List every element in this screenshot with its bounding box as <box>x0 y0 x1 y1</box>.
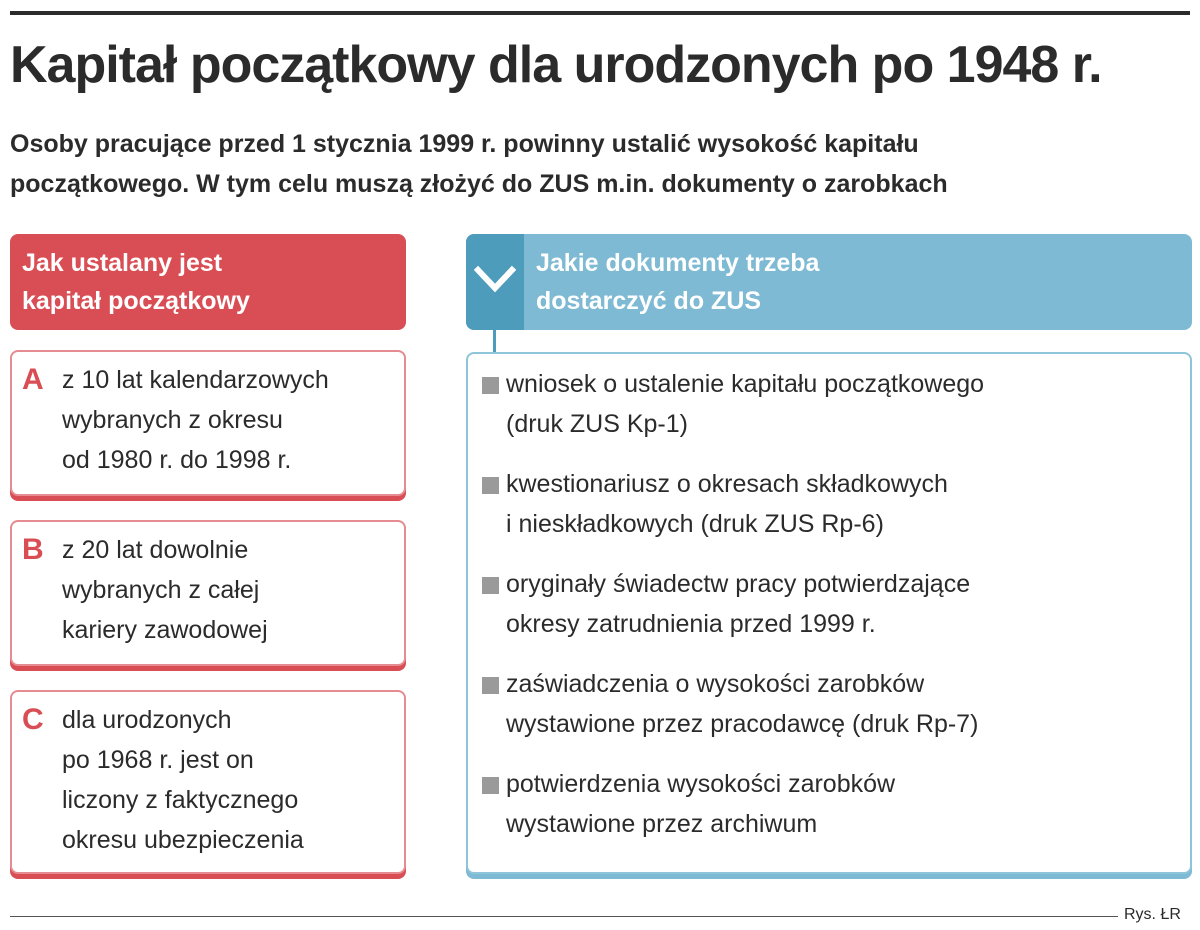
list-item <box>482 664 1182 764</box>
method-text <box>62 700 396 860</box>
document-text-line: zaświadczenia o wysokości zarobków <box>506 670 925 698</box>
documents-list <box>482 364 1182 864</box>
method-text-line: od 1980 r. do 1998 r. <box>62 446 292 474</box>
list-item <box>482 464 1182 564</box>
document-text-line: wystawione przez pracodawcę (druk Rp-7) <box>506 710 979 738</box>
method-card-a <box>10 350 406 496</box>
list-item <box>482 364 1182 464</box>
subtitle <box>10 124 1190 204</box>
subtitle-line: początkowego. W tym celu muszą złożyć do ZUS m.in. dokumenty o zarobkach <box>10 170 948 198</box>
method-text-line: z 20 lat dowolnie <box>62 536 249 564</box>
method-text <box>62 360 396 480</box>
method-text-line: dla urodzonych <box>62 706 232 734</box>
right-header-line: Jakie dokumenty trzeba <box>536 249 820 277</box>
document-text-line: potwierdzenia wysokości zarobków <box>506 770 896 798</box>
method-text-line: kariery zawodowej <box>62 616 268 644</box>
top-rule <box>10 11 1190 15</box>
document-text-line: wystawione przez archiwum <box>506 810 818 838</box>
square-bullet-icon <box>482 577 499 594</box>
subtitle-line: Osoby pracujące przed 1 stycznia 1999 r. powinny ustalić wysokość kapitału <box>10 130 919 158</box>
left-header-line: Jak ustalany jest <box>22 249 223 277</box>
document-text <box>506 764 895 844</box>
method-text <box>62 530 396 650</box>
right-header-text <box>536 244 819 320</box>
method-text-line: liczony z faktycznego <box>62 786 299 814</box>
document-text <box>506 664 978 744</box>
method-text-line: wybranych z okresu <box>62 406 283 434</box>
document-text-line: oryginały świadectw pracy potwierdzające <box>506 570 971 598</box>
method-card-b <box>10 520 406 666</box>
square-bullet-icon <box>482 777 499 794</box>
method-letter: C <box>22 703 44 736</box>
document-text-line: wniosek o ustalenie kapitału początkowego <box>506 370 985 398</box>
list-item <box>482 564 1182 664</box>
connector-line <box>493 330 496 354</box>
document-text-line: okresy zatrudnienia przed 1999 r. <box>506 610 876 638</box>
check-chevron-icon <box>474 264 516 294</box>
document-text <box>506 464 948 544</box>
method-text-line: wybranych z całej <box>62 576 260 604</box>
method-text-line: po 1968 r. jest on <box>62 746 254 774</box>
square-bullet-icon <box>482 677 499 694</box>
square-bullet-icon <box>482 477 499 494</box>
right-header-line: dostarczyć do ZUS <box>536 287 762 315</box>
right-section-header <box>466 234 1192 330</box>
document-text <box>506 364 984 444</box>
left-header-line: kapitał początkowy <box>22 287 250 315</box>
documents-panel <box>466 352 1192 874</box>
square-bullet-icon <box>482 377 499 394</box>
page-title: Kapitał początkowy dla urodzonych po 1948 r. <box>10 36 1102 94</box>
credit-text: Rys. ŁR <box>1124 906 1181 923</box>
document-text-line: kwestionariusz o okresach składkowych <box>506 470 948 498</box>
method-letter: A <box>22 363 44 396</box>
document-text-line: i nieskładkowych (druk ZUS Rp-6) <box>506 510 884 538</box>
list-item <box>482 764 1182 864</box>
method-card-c <box>10 690 406 874</box>
document-text-line: (druk ZUS Kp-1) <box>506 410 688 438</box>
method-text-line: okresu ubezpieczenia <box>62 826 304 854</box>
method-text-line: z 10 lat kalendarzowych <box>62 366 329 394</box>
method-letter: B <box>22 533 44 566</box>
document-text <box>506 564 970 644</box>
bottom-rule <box>10 916 1118 917</box>
header-tab <box>466 234 524 330</box>
left-section-header <box>10 234 406 330</box>
